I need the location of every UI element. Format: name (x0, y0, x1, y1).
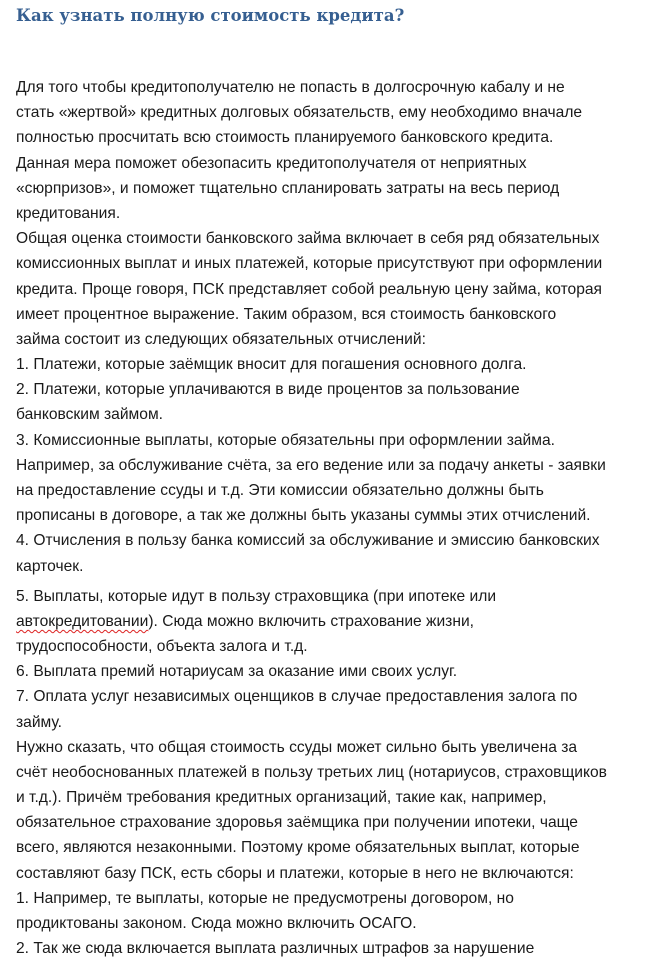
body-line: Например, за обслуживание счёта, за его ведение или за подачу анкеты - заявки (16, 456, 606, 474)
body-line: прописаны в договоре, а так же должны быть указаны суммы этих отчислений. (16, 507, 591, 525)
list-item-5: 5. Выплаты, которые идут в пользу страховщика (при ипотеке или (16, 587, 497, 605)
body-line: кредита. Проще говоря, ПСК представляет собой реальную цену займа, которая (16, 280, 603, 298)
list-item-4: 4. Отчисления в пользу банка комиссий за обслуживание и эмиссию банковских (16, 532, 600, 550)
body-line-rest: ). Сюда можно включить страхование жизни, (148, 612, 474, 630)
body-line: Общая оценка стоимости банковского займа включает в себя ряд обязательных (16, 230, 600, 248)
body-line: на предоставление ссуды и т.д. Эти комиссии обязательно должны быть (16, 482, 544, 499)
body-line: имеет процентное выражение. Таким образом, вся стоимость банковского (16, 305, 557, 323)
body-line: продиктованы законом. Сюда можно включить ОСАГО. (16, 915, 417, 932)
body-line-with-spellcheck (16, 609, 652, 634)
body-line: полностью просчитать всю стоимость планируемого банковского кредита. (16, 129, 554, 147)
body-line: «сюрпризов», и поможет тщательно спланировать затраты на весь период (16, 179, 560, 197)
list-item-1: 1. Платежи, которые заёмщик вносит для погашения основного долга. (16, 356, 527, 374)
list-item-6: 6. Выплата премий нотариусам за оказание ими своих услуг. (16, 663, 458, 681)
body-line: обязательное страхование здоровья заёмщика при получении ипотеки, чаще (16, 814, 578, 832)
misspelled-word[interactable]: автокредитовании (16, 612, 149, 630)
document-title: Как узнать полную стоимость кредита? (16, 6, 405, 25)
body-line: и т.д.). Причём требования кредитных организаций, такие как, например, (16, 789, 547, 807)
body-line: займу. (16, 713, 62, 731)
sublist-item-1: 1. Например, те выплаты, которые не предусмотрены договором, но (16, 889, 514, 907)
body-line: комиссионных выплат и иных платежей, которые присутствуют при оформлении (16, 255, 603, 273)
list-item-3: 3. Комиссионные выплаты, которые обязательны при оформлении займа. (16, 431, 555, 449)
body-line: банковским займом. (16, 406, 163, 424)
body-line: трудоспособности, объекта залога и т.д. (16, 637, 308, 655)
body-line: Данная мера поможет обезопасить кредитополучателя от неприятных (16, 154, 527, 172)
body-line: Нужно сказать, что общая стоимость ссуды может сильно быть увеличена за (16, 738, 578, 756)
body-line: всего, являются незаконными. Поэтому кроме обязательных выплат, которые (16, 839, 580, 857)
list-item-2: 2. Платежи, которые уплачиваются в виде процентов за пользование (16, 381, 520, 399)
body-line: кредитования. (16, 204, 121, 222)
body-line: счёт необоснованных платежей в пользу третьих лиц (нотариусов, страховщиков (16, 763, 607, 781)
body-line: карточек. (16, 557, 84, 575)
body-line: Для того чтобы кредитополучателю не попасть в долгосрочную кабалу и не (16, 79, 565, 96)
body-line: стать «жертвой» кредитных долговых обязательств, ему необходимо вначале (16, 104, 583, 122)
document-body (16, 75, 652, 961)
sublist-item-2: 2. Так же сюда включается выплата различных штрафов за нарушение (16, 940, 535, 958)
body-line: составляют базу ПСК, есть сборы и платежи, которые в него не включаются: (16, 864, 574, 882)
body-line: займа состоит из следующих обязательных отчислений: (16, 330, 426, 348)
list-item-7: 7. Оплата услуг независимых оценщиков в случае предоставления залога по (16, 688, 578, 706)
